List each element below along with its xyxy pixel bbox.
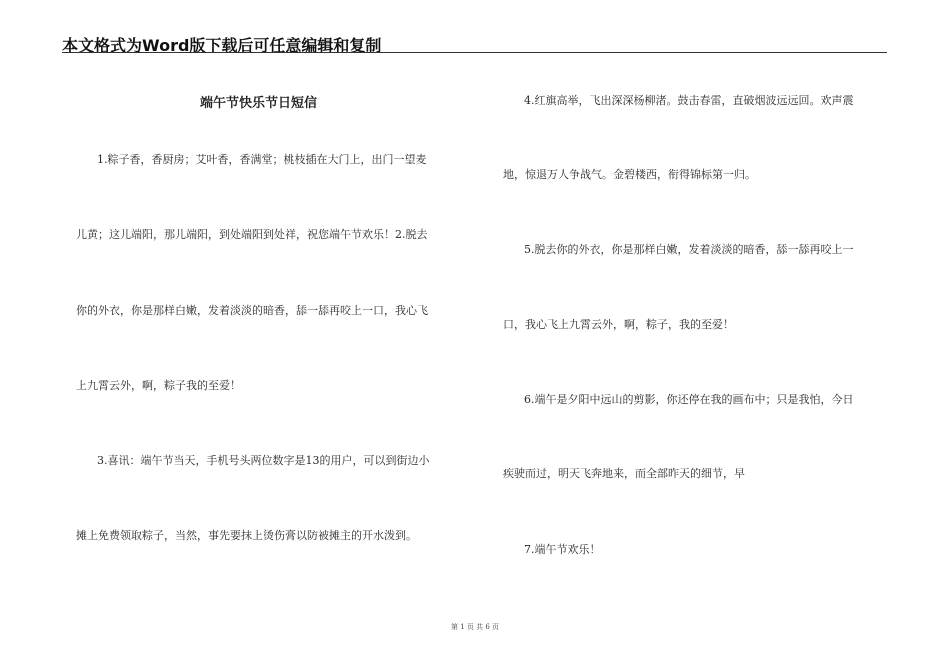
left-column-line: 上九霄云外，啊，粽子我的至爱！ (76, 379, 241, 392)
right-column-line: 地，惊退万人争战气。金碧楼西，衔得锦标第一归。 (503, 168, 756, 181)
right-column-line: 疾驶而过，明天飞奔地来，而全部昨天的细节，早 (503, 467, 745, 480)
page-header-title: 本文格式为Word版下载后可任意编辑和复制 (62, 36, 382, 55)
header-divider (62, 52, 887, 53)
left-column-line: 1.粽子香，香厨房；艾叶香，香满堂；桃枝插在大门上，出门一望麦 (97, 153, 427, 166)
right-column-line: 5.脱去你的外衣，你是那样白嫩，发着淡淡的暗香，舔一舔再咬上一 (524, 243, 854, 256)
right-column-line: 4.红旗高举，飞出深深杨柳渚。鼓击春雷，直破烟波远远回。欢声震 (524, 94, 854, 107)
right-column-line: 6.端午是夕阳中远山的剪影，你还停在我的画布中；只是我怕，今日 (524, 393, 854, 406)
left-column-line: 儿黄；这儿端阳，那儿端阳，到处端阳到处祥，祝您端午节欢乐！2.脱去 (76, 228, 428, 241)
left-column-line: 你的外衣，你是那样白嫩，发着淡淡的暗香，舔一舔再咬上一口，我心飞 (76, 304, 428, 317)
page-number-footer: 第 1 页 共 6 页 (450, 623, 500, 631)
document-title: 端午节快乐节日短信 (200, 96, 318, 111)
left-column-line: 3.喜讯：端午节当天，手机号头两位数字是13的用户，可以到街边小 (97, 454, 430, 467)
right-column-line: 7.端午节欢乐！ (524, 543, 601, 556)
right-column-line: 口，我心飞上九霄云外，啊，粽子，我的至爱！ (503, 318, 734, 331)
left-column-line: 摊上免费领取粽子，当然，事先要抹上烫伤膏以防被摊主的开水泼到。 (76, 529, 417, 542)
